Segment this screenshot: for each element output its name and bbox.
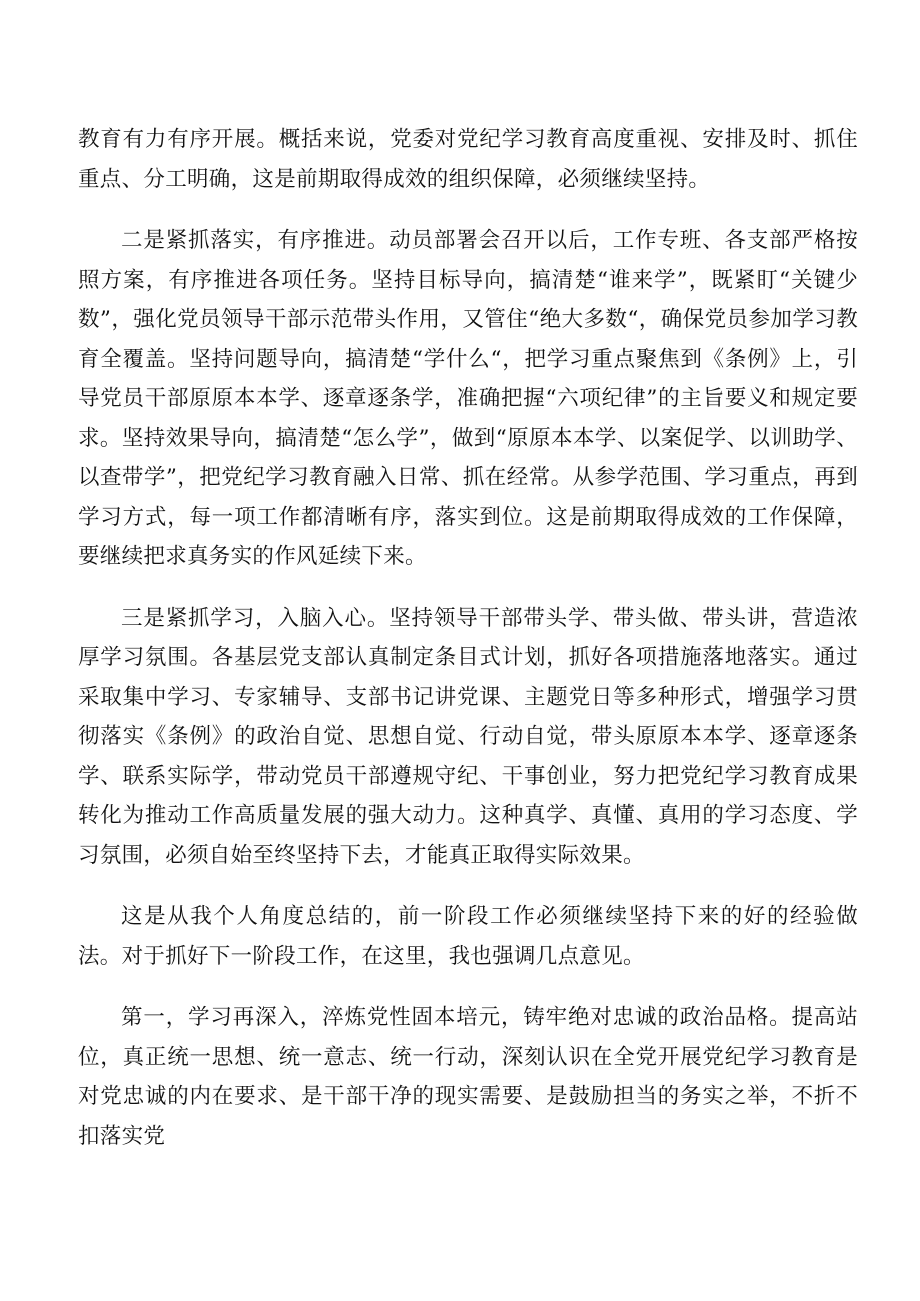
document-body: [78, 120, 858, 1178]
paragraph-1: 教育有力有序开展。概括来说，党委对党纪学习教育高度重视、安排及时、抓住重点、分工明确，这是前期取得成效的组织保障，必须继续坚持。: [78, 127, 858, 192]
paragraph-2: 二是紧抓落实，有序推进。动员部署会召开以后，工作专班、各支部严格按照方案，有序推进各项任务。坚持目标导向，搞清楚“谁来学”，既紧盯“关键少数”，强化党员领导干部示范带头作用，又管住“绝大多数“，确保党员参加学习教育全覆盖。坚持问题导向，搞清楚“学什么“，把学习重点聚焦到《条例》上，引导党员干部原原本本学、逐章逐条学，准确把握“六项纪律”的主旨要义和规定要求。坚持效果导向，搞清楚“怎么学”，做到“原原本本学、以案促学、以训助学、以查带学”，把党纪学习教育融入日常、抓在经常。从参学范围、学习重点，再到学习方式，每一项工作都清晰有序，落实到位。这是前期取得成效的工作保障，要继续把求真务实的作风延续下来。: [78, 228, 858, 569]
paragraph-4: 这是从我个人角度总结的，前一阶段工作必须继续坚持下来的好的经验做法。对于抓好下一阶段工作，在这里，我也强调几点意见。: [78, 904, 858, 969]
paragraph-5: 第一，学习再深入，淬炼党性固本培元，铸牢绝对忠诚的政治品格。提高站位，真正统一思想、统一意志、统一行动，深刻认识在全党开展党纪学习教育是对党忠诚的内在要求、是干部干净的现实需要、是鼓励担当的务实之举，不折不扣落实党: [78, 1005, 858, 1149]
paragraph-3: 三是紧抓学习，入脑入心。坚持领导干部带头学、带头做、带头讲，营造浓厚学习氛围。各基层党支部认真制定条目式计划，抓好各项措施落地落实。通过采取集中学习、专家辅导、支部书记讲党课、主题党日等多种形式，增强学习贯彻落实《条例》的政治自觉、思想自觉、行动自觉，带头原原本本学、逐章逐条学、联系实际学，带动党员干部遵规守纪、干事创业，努力把党纪学习教育成果转化为推动工作高质量发展的强大动力。这种真学、真懂、真用的学习态度、学习氛围，必须自始至终坚持下去，才能真正取得实际效果。: [78, 605, 858, 868]
